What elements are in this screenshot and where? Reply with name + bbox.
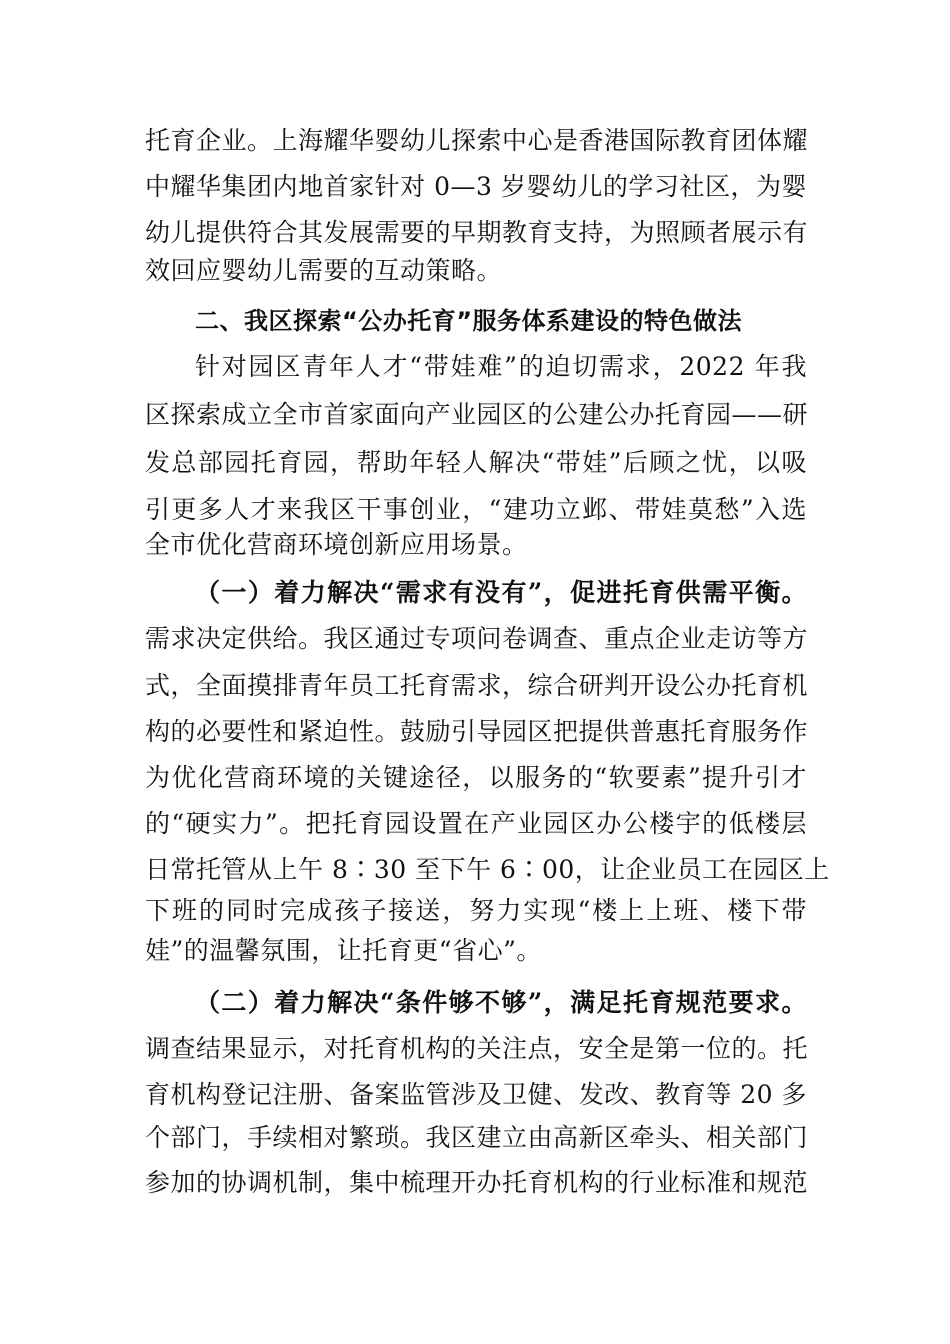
text-line: 引更多人才来我区干事创业，“建功立邺、带娃莫愁”入选	[145, 495, 807, 524]
text-line: 需求决定供给。我区通过专项问卷调查、重点企业走访等方	[145, 624, 809, 653]
text-line: 构的必要性和紧迫性。鼓励引导园区把提供普惠托育服务作	[145, 717, 809, 746]
text-line: 效回应婴幼儿需要的互动策略。	[145, 256, 503, 285]
text-line: 区探索成立全市首家面向产业园区的公建公办托育园——研	[145, 400, 809, 429]
text-line: 参加的协调机制，集中梳理开办托育机构的行业标准和规范	[145, 1168, 809, 1197]
text-line: 个部门，手续相对繁琐。我区建立由高新区牵头、相关部门	[145, 1123, 809, 1152]
text-line: 中耀华集团内地首家针对 0—3 岁婴幼儿的学习社区，为婴	[145, 172, 807, 201]
text-line: 针对园区青年人才“带娃难”的迫切需求，2022 年我	[195, 352, 807, 381]
text-line: 调查结果显示，对托育机构的关注点，安全是第一位的。托	[145, 1034, 809, 1063]
text-line: 的“硬实力”。把托育园设置在产业园区办公楼宇的低楼层	[145, 809, 807, 838]
text-line: 日常托管从上午 8∶30 至下午 6∶00，让企业员工在园区上	[145, 855, 830, 884]
text-line: 发总部园托育园，帮助年轻人解决“带娃”后顾之忧，以吸	[145, 448, 807, 477]
section-heading: 二、我区探索“公办托育”服务体系建设的特色做法	[195, 307, 743, 335]
text-line: 托育企业。上海耀华婴幼儿探索中心是香港国际教育团体耀	[145, 126, 809, 155]
text-line: 娃”的温馨氛围，让托育更“省心”。	[145, 936, 542, 965]
subheading-line: （二）着力解决“条件够不够”，满足托育规范要求。	[195, 988, 807, 1017]
text-line: 为优化营商环境的关键途径，以服务的“软要素”提升引才	[145, 763, 807, 792]
subheading-line: （一）着力解决“需求有没有”，促进托育供需平衡。	[195, 578, 807, 607]
text-line: 育机构登记注册、备案监管涉及卫健、发改、教育等 20 多	[145, 1080, 807, 1109]
text-line: 全市优化营商环境创新应用场景。	[145, 530, 528, 559]
text-line: 式，全面摸排青年员工托育需求，综合研判开设公办托育机	[145, 671, 809, 700]
text-line: 幼儿提供符合其发展需要的早期教育支持，为照顾者展示有	[145, 218, 809, 247]
text-line: 下班的同时完成孩子接送，努力实现“楼上上班、楼下带	[145, 896, 807, 925]
